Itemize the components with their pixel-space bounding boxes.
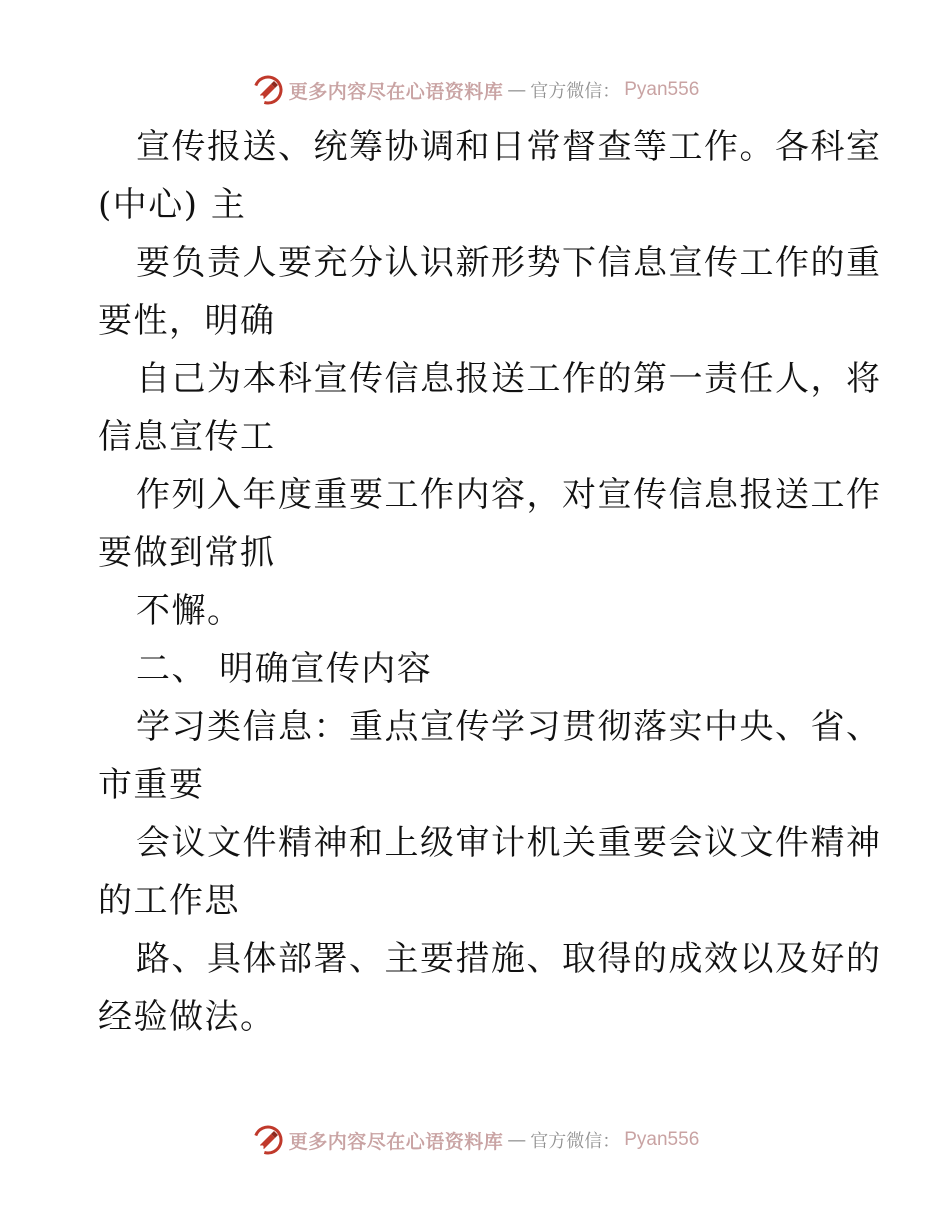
text-line: 经验做法。: [98, 997, 276, 1037]
pen-logo-icon: [251, 73, 285, 107]
text-line: 路、具体部署、主要措施、取得的成效以及好的: [136, 939, 882, 979]
text-line: 学习类信息：重点宣传学习贯彻落实中央、省、: [136, 707, 882, 747]
text-line: 信息宣传工: [98, 417, 276, 457]
document-body: [98, 118, 882, 1046]
text-line: 自己为本科宣传信息报送工作的第一责任人，将: [136, 359, 882, 399]
text-line: 不懈。: [136, 591, 243, 631]
watermark-dash: —: [507, 79, 527, 101]
watermark-dash: —: [507, 1129, 527, 1151]
watermark-brand: 更多内容尽在心语资料库: [288, 1130, 504, 1153]
text-line: 要做到常抓: [98, 533, 276, 573]
pen-logo-icon: [251, 1123, 285, 1157]
watermark-id: Pyan556: [624, 79, 700, 100]
text-line: 宣传报送、统筹协调和日常督查等工作。各科室: [136, 127, 882, 167]
text-line: 作列入年度重要工作内容，对宣传信息报送工作: [136, 475, 882, 515]
text-line: 会议文件精神和上级审计机关重要会议文件精神: [136, 823, 882, 863]
section-heading: 二、 明确宣传内容: [136, 649, 433, 689]
watermark-official: 官方微信：: [530, 1131, 621, 1152]
text-line: 市重要: [98, 765, 205, 805]
text-line: (中心) 主: [98, 185, 247, 225]
watermark-id: Pyan556: [624, 1129, 700, 1150]
watermark-header: [0, 70, 950, 110]
text-line: 的工作思: [98, 881, 240, 921]
text-line: 要负责人要充分认识新形势下信息宣传工作的重: [136, 243, 882, 283]
watermark-footer: [0, 1120, 950, 1160]
text-line: 要性，明确: [98, 301, 276, 341]
watermark-official: 官方微信：: [530, 81, 621, 102]
watermark-brand: 更多内容尽在心语资料库: [288, 80, 504, 103]
